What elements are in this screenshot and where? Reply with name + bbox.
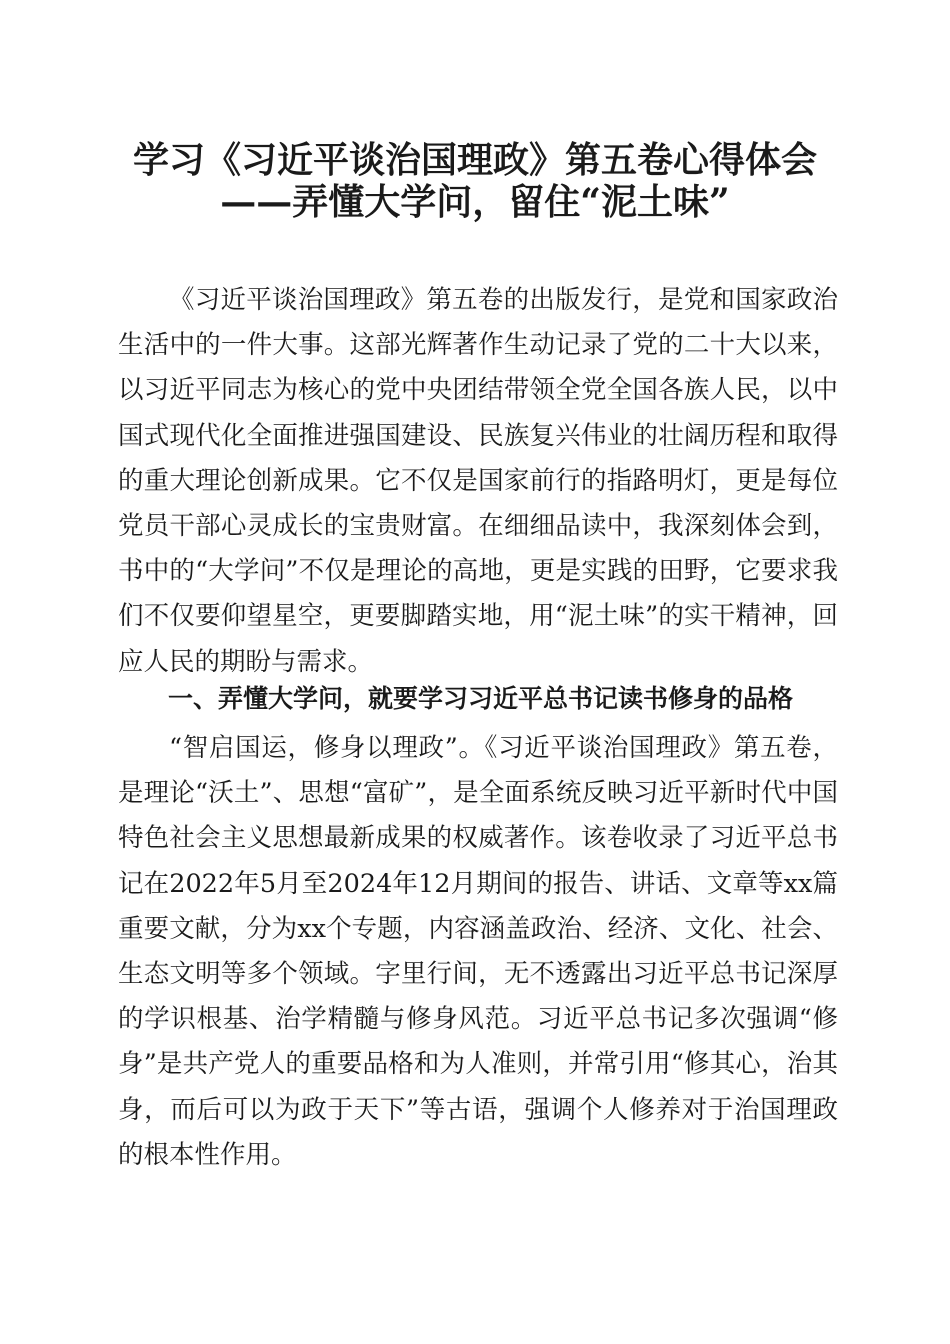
document-title-line1: 学习《习近平谈治国理政》第五卷心得体会 [132,139,817,181]
paragraph-section1: “智启国运，修身以理政”。《习近平谈治国理政》第五卷，是理论“沃土”、思想“富矿”，是全面系统反映习近平新时代中国特色社会主义思想最新成果的权威著作。该卷收录了习近平总书记在2022年5月至2024年12月期间的报告、讲话、文章等xx篇重要文献，分为xx个专题，内容涵盖政治、经济、文化、社会、生态文明等多个领域。字里行间，无不透露出习近平总书记深厚的学识根基、治学精髓与修身风范。习近平总书记多次强调“修身”是共产党人的重要品格和为人准则，并常引用“修其心，治其身，而后可以为政于天下”等古语，强调个人修养对于治国理政的根本性作用。 [118,733,838,1170]
section-heading-1: 一、弄懂大学问，就要学习习近平总书记读书修身的品格 [168,684,794,713]
document-title-line2: ——弄懂大学问，留住“泥土味” [220,181,730,223]
paragraph-intro: 《习近平谈治国理政》第五卷的出版发行，是党和国家政治生活中的一件大事。这部光辉著作生动记录了党的二十大以来，以习近平同志为核心的党中央团结带领全党全国各族人民，以中国式现代化全面推进强国建设、民族复兴伟业的壮阔历程和取得的重大理论创新成果。它不仅是国家前行的指路明灯，更是每位党员干部心灵成长的宝贵财富。在细细品读中，我深刻体会到，书中的“大学问”不仅是理论的高地，更是实践的田野，它要求我们不仅要仰望星空，更要脚踏实地，用“泥土味”的实干精神，回应人民的期盼与需求。 [118,285,838,677]
